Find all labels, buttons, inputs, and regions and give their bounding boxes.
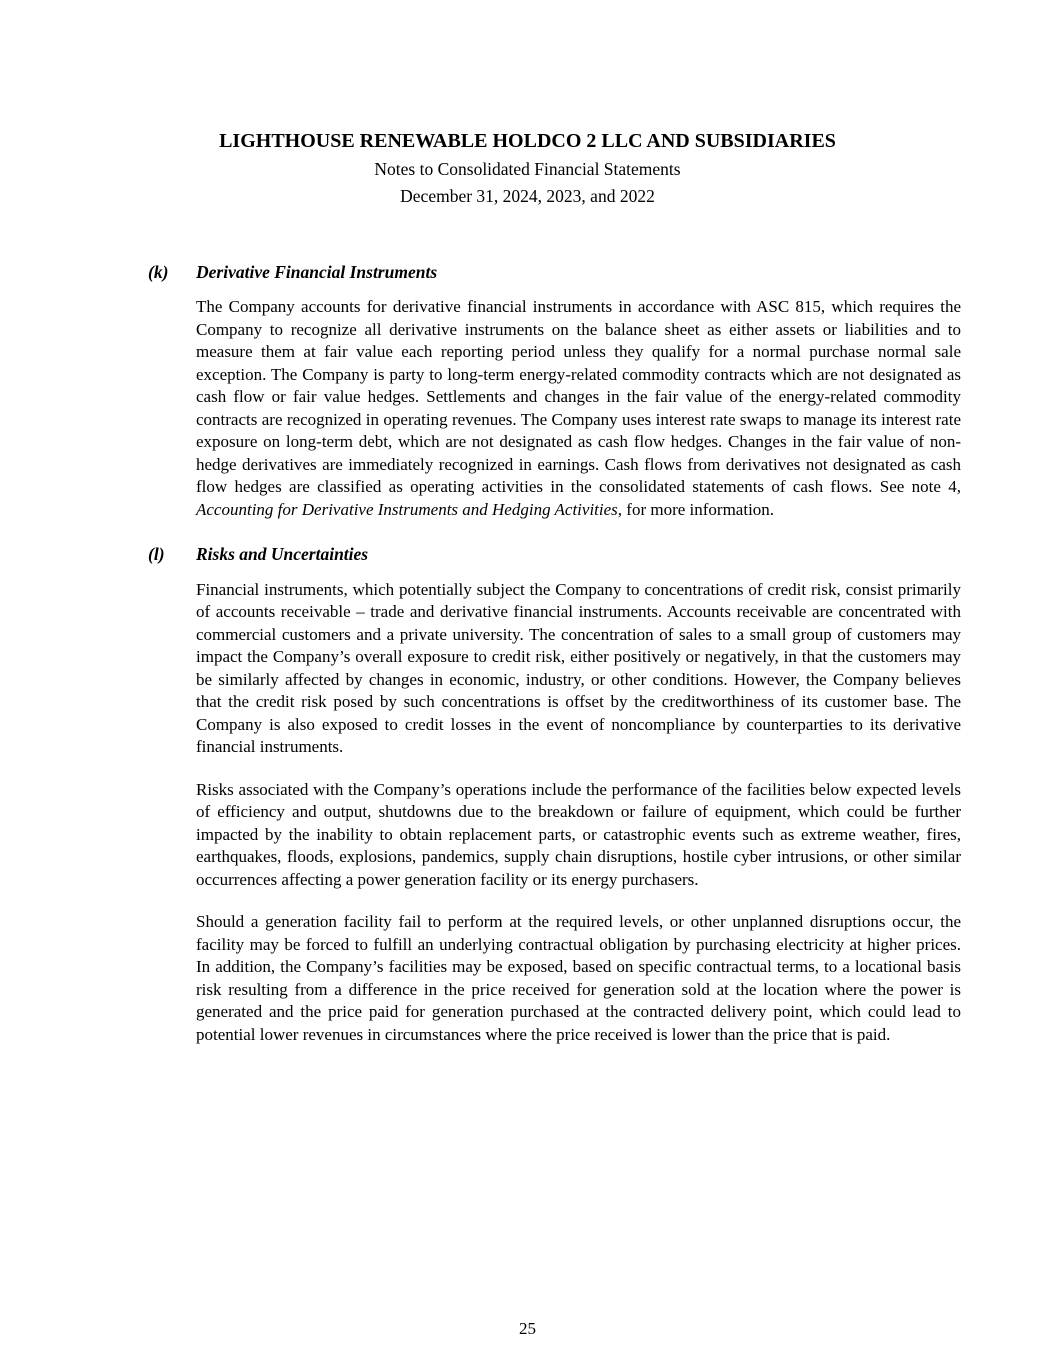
section-heading	[148, 261, 961, 284]
document-subtitle: Notes to Consolidated Financial Statements	[374, 158, 681, 179]
section-risks-and-uncertainties	[0, 543, 1055, 1046]
document-header	[0, 0, 1055, 211]
section-heading	[148, 543, 961, 566]
note-reference-italic: Accounting for Derivative Instruments and Hedging Activities	[196, 499, 618, 519]
paragraph	[196, 911, 961, 1046]
page-number: 25	[519, 1319, 536, 1338]
paragraph	[196, 779, 961, 892]
section-title: Derivative Financial Instruments	[196, 261, 438, 282]
page-footer	[0, 1318, 1055, 1340]
paragraph-text: Risks associated with the Company’s operations include the performance of the facilities below expected levels of efficiency and output, shutdowns due to the breakdown or failure of equipment, which could be further impacted by the inability to obtain replacement parts, or catastrophic events such as extreme weather, fires, earthquakes, floods, explosions, pandemics, supply chain disruptions, hostile cyber intrusions, or other similar occurrences affecting a power generation facility or its energy purchasers.	[196, 779, 961, 889]
company-title: LIGHTHOUSE RENEWABLE HOLDCO 2 LLC AND SUBSIDIARIES	[219, 130, 836, 152]
section-body	[196, 296, 961, 521]
section-derivative-financial-instruments	[0, 261, 1055, 522]
section-title: Risks and Uncertainties	[196, 544, 369, 564]
paragraph-text: , for more information.	[617, 499, 775, 519]
paragraph	[196, 579, 961, 759]
document-date-line: December 31, 2024, 2023, and 2022	[400, 186, 655, 206]
paragraph-text: Should a generation facility fail to perform at the required levels, or other unplanned disruptions occur, the facility may be forced to fulfill an underlying contractual obligation by purchasing electricity at higher prices. In addition, the Company’s facilities may be exposed, based on specific contractual terms, to a locational basis risk resulting from a difference in the price received for generation sold at the location where the power is generated and the price paid for generation purchased at the contracted delivery point, which could lead to potential lower revenues in circumstances where the price received is lower than the price that is paid.	[196, 912, 961, 1044]
paragraph	[196, 296, 961, 521]
paragraph-text: The Company accounts for derivative financial instruments in accordance with ASC 815, which requires the Company to recognize all derivative instruments on the balance sheet as either assets or liabilities and to measure them at fair value each reporting period unless they qualify for a normal purchase normal sale exception. The Company is party to long-term energy-related commodity contracts which are not designated as cash flow or fair value hedges. Settlements and changes in the fair value of the energy-related commodity contracts are recognized in operating revenues. The Company uses interest rate swaps to manage its interest rate exposure on long-term debt, which are not designated as cash flow hedges. Changes in the fair value of non-hedge derivatives are immediately recognized in earnings. Cash flows from derivatives not designated as cash flow hedges are classified as operating activities in the consolidated statements of cash flows. See note 4,	[196, 297, 961, 496]
section-label: (k)	[148, 261, 169, 282]
paragraph-text: Financial instruments, which potentially subject the Company to concentrations of credit risk, consist primarily of accounts receivable – trade and derivative financial instruments. Accounts receivable are concentrated with commercial customers and a private university. The concentration of sales to a small group of customers may impact the Company’s overall exposure to credit risk, either positively or negatively, in that the customers may be similarly affected by changes in economic, industry, or other conditions. However, the Company believes that the credit risk posed by such concentrations is offset by the creditworthiness of its customer base. The Company is also exposed to credit losses in the event of noncompliance by counterparties to its derivative financial instruments.	[196, 579, 961, 756]
section-body	[196, 579, 961, 1047]
section-label: (l)	[148, 544, 165, 564]
